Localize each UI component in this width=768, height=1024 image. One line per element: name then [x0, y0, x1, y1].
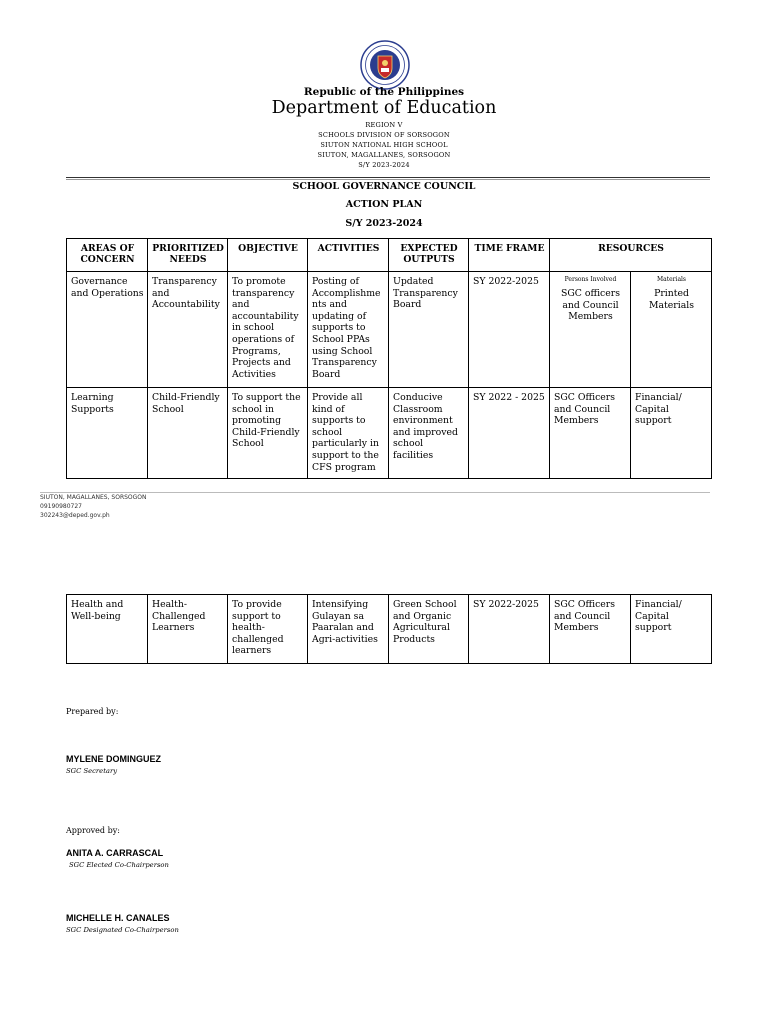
cell-activities: Intensifying Gulayan sa Paaralan and Agri-activities: [308, 595, 389, 664]
council-title: SCHOOL GOVERNANCE COUNCIL: [292, 181, 476, 192]
cell-persons: SGC Officers and Council Members: [550, 595, 631, 664]
elected-cochair-role: SGC Elected Co-Chairperson: [69, 861, 169, 869]
subhead-materials: Materials: [656, 276, 687, 283]
header-divider-secondary: [66, 179, 710, 180]
school-year-line: S/Y 2023-2024: [358, 161, 410, 169]
division-line: SCHOOLS DIVISION OF SORSOGON: [318, 131, 450, 139]
republic-line: Republic of the Philippines: [303, 86, 465, 98]
cell-materials: [631, 272, 712, 388]
cell-outputs: Green School and Organic Agricultural Products: [389, 595, 469, 664]
secretary-role: SGC Secretary: [66, 767, 118, 775]
cell-timeframe: SY 2022-2025: [469, 595, 550, 664]
cell-materials: Financial/ Capital support: [631, 388, 712, 479]
table-header-row: [67, 239, 712, 272]
footer-phone: 09190980727: [40, 503, 82, 510]
cell-outputs: Conducive Classroom environment and improved school facilities: [389, 388, 469, 479]
header-divider: [66, 177, 710, 178]
persons-value: SGC officers and Council Members: [561, 288, 620, 323]
footer-email: 302243@deped.gov.ph: [40, 512, 110, 519]
approved-by-label: Approved by:: [66, 826, 120, 835]
designated-cochair-role: SGC Designated Co-Chairperson: [66, 926, 179, 934]
school-line: SIUTON NATIONAL HIGH SCHOOL: [320, 141, 448, 149]
cell-objective: To promote transparency and accountability in school operations of Programs, Projects and Activities: [228, 272, 308, 388]
cell-objective: To provide support to health-challenged learners: [228, 595, 308, 664]
cell-materials: Financial/ Capital support: [631, 595, 712, 664]
cell-outputs: Updated Transparency Board: [389, 272, 469, 388]
plan-title: ACTION PLAN: [345, 199, 423, 210]
header-areas: AREAS OF CONCERN: [67, 239, 148, 272]
materials-value: Printed Materials: [648, 288, 694, 311]
footer-divider: [40, 492, 710, 493]
subhead-persons: Persons Involved: [564, 276, 617, 283]
header-needs: PRIORITIZED NEEDS: [148, 239, 228, 272]
table-row: [67, 595, 712, 664]
plan-year: S/Y 2023-2024: [345, 218, 423, 229]
designated-cochair-name: MICHELLE H. CANALES: [66, 913, 170, 923]
cell-needs: Transparency and Accountability: [148, 272, 228, 388]
prepared-by-label: Prepared by:: [66, 707, 119, 716]
table-row: [67, 388, 712, 479]
header-objective: OBJECTIVE: [228, 239, 308, 272]
table-row: [67, 272, 712, 388]
address-line: SIUTON, MAGALLANES, SORSOGON: [317, 151, 451, 159]
deped-seal-icon: [360, 40, 410, 90]
region-line: REGION V: [365, 121, 403, 129]
cell-area: Health and Well-being: [67, 595, 148, 664]
cell-persons: [550, 272, 631, 388]
cell-needs: Child-Friendly School: [148, 388, 228, 479]
department-title: Department of Education: [271, 98, 497, 118]
cell-timeframe: SY 2022-2025: [469, 272, 550, 388]
cell-area: Learning Supports: [67, 388, 148, 479]
header-resources: RESOURCES: [550, 239, 712, 272]
header-outputs: EXPECTED OUTPUTS: [389, 239, 469, 272]
cell-activities: Provide all kind of supports to school particularly in support to the CFS program: [308, 388, 389, 479]
action-plan-table-continued: [66, 594, 712, 664]
header-activities: ACTIVITIES: [308, 239, 389, 272]
cell-timeframe: SY 2022 - 2025: [469, 388, 550, 479]
elected-cochair-name: ANITA A. CARRASCAL: [66, 848, 164, 858]
cell-objective: To support the school in promoting Child-Friendly School: [228, 388, 308, 479]
action-plan-table: [66, 238, 712, 479]
cell-area: Governance and Operations: [67, 272, 148, 388]
secretary-name: MYLENE DOMINGUEZ: [66, 754, 162, 764]
cell-persons: SGC Officers and Council Members: [550, 388, 631, 479]
cell-needs: Health-Challenged Learners: [148, 595, 228, 664]
header-timeframe: TIME FRAME: [469, 239, 550, 272]
footer-address: SIUTON, MAGALLANES, SORSOGON: [40, 494, 147, 501]
cell-activities: Posting of Accomplishments and updating of supports to School PPAs using School Transparency Board: [308, 272, 389, 388]
